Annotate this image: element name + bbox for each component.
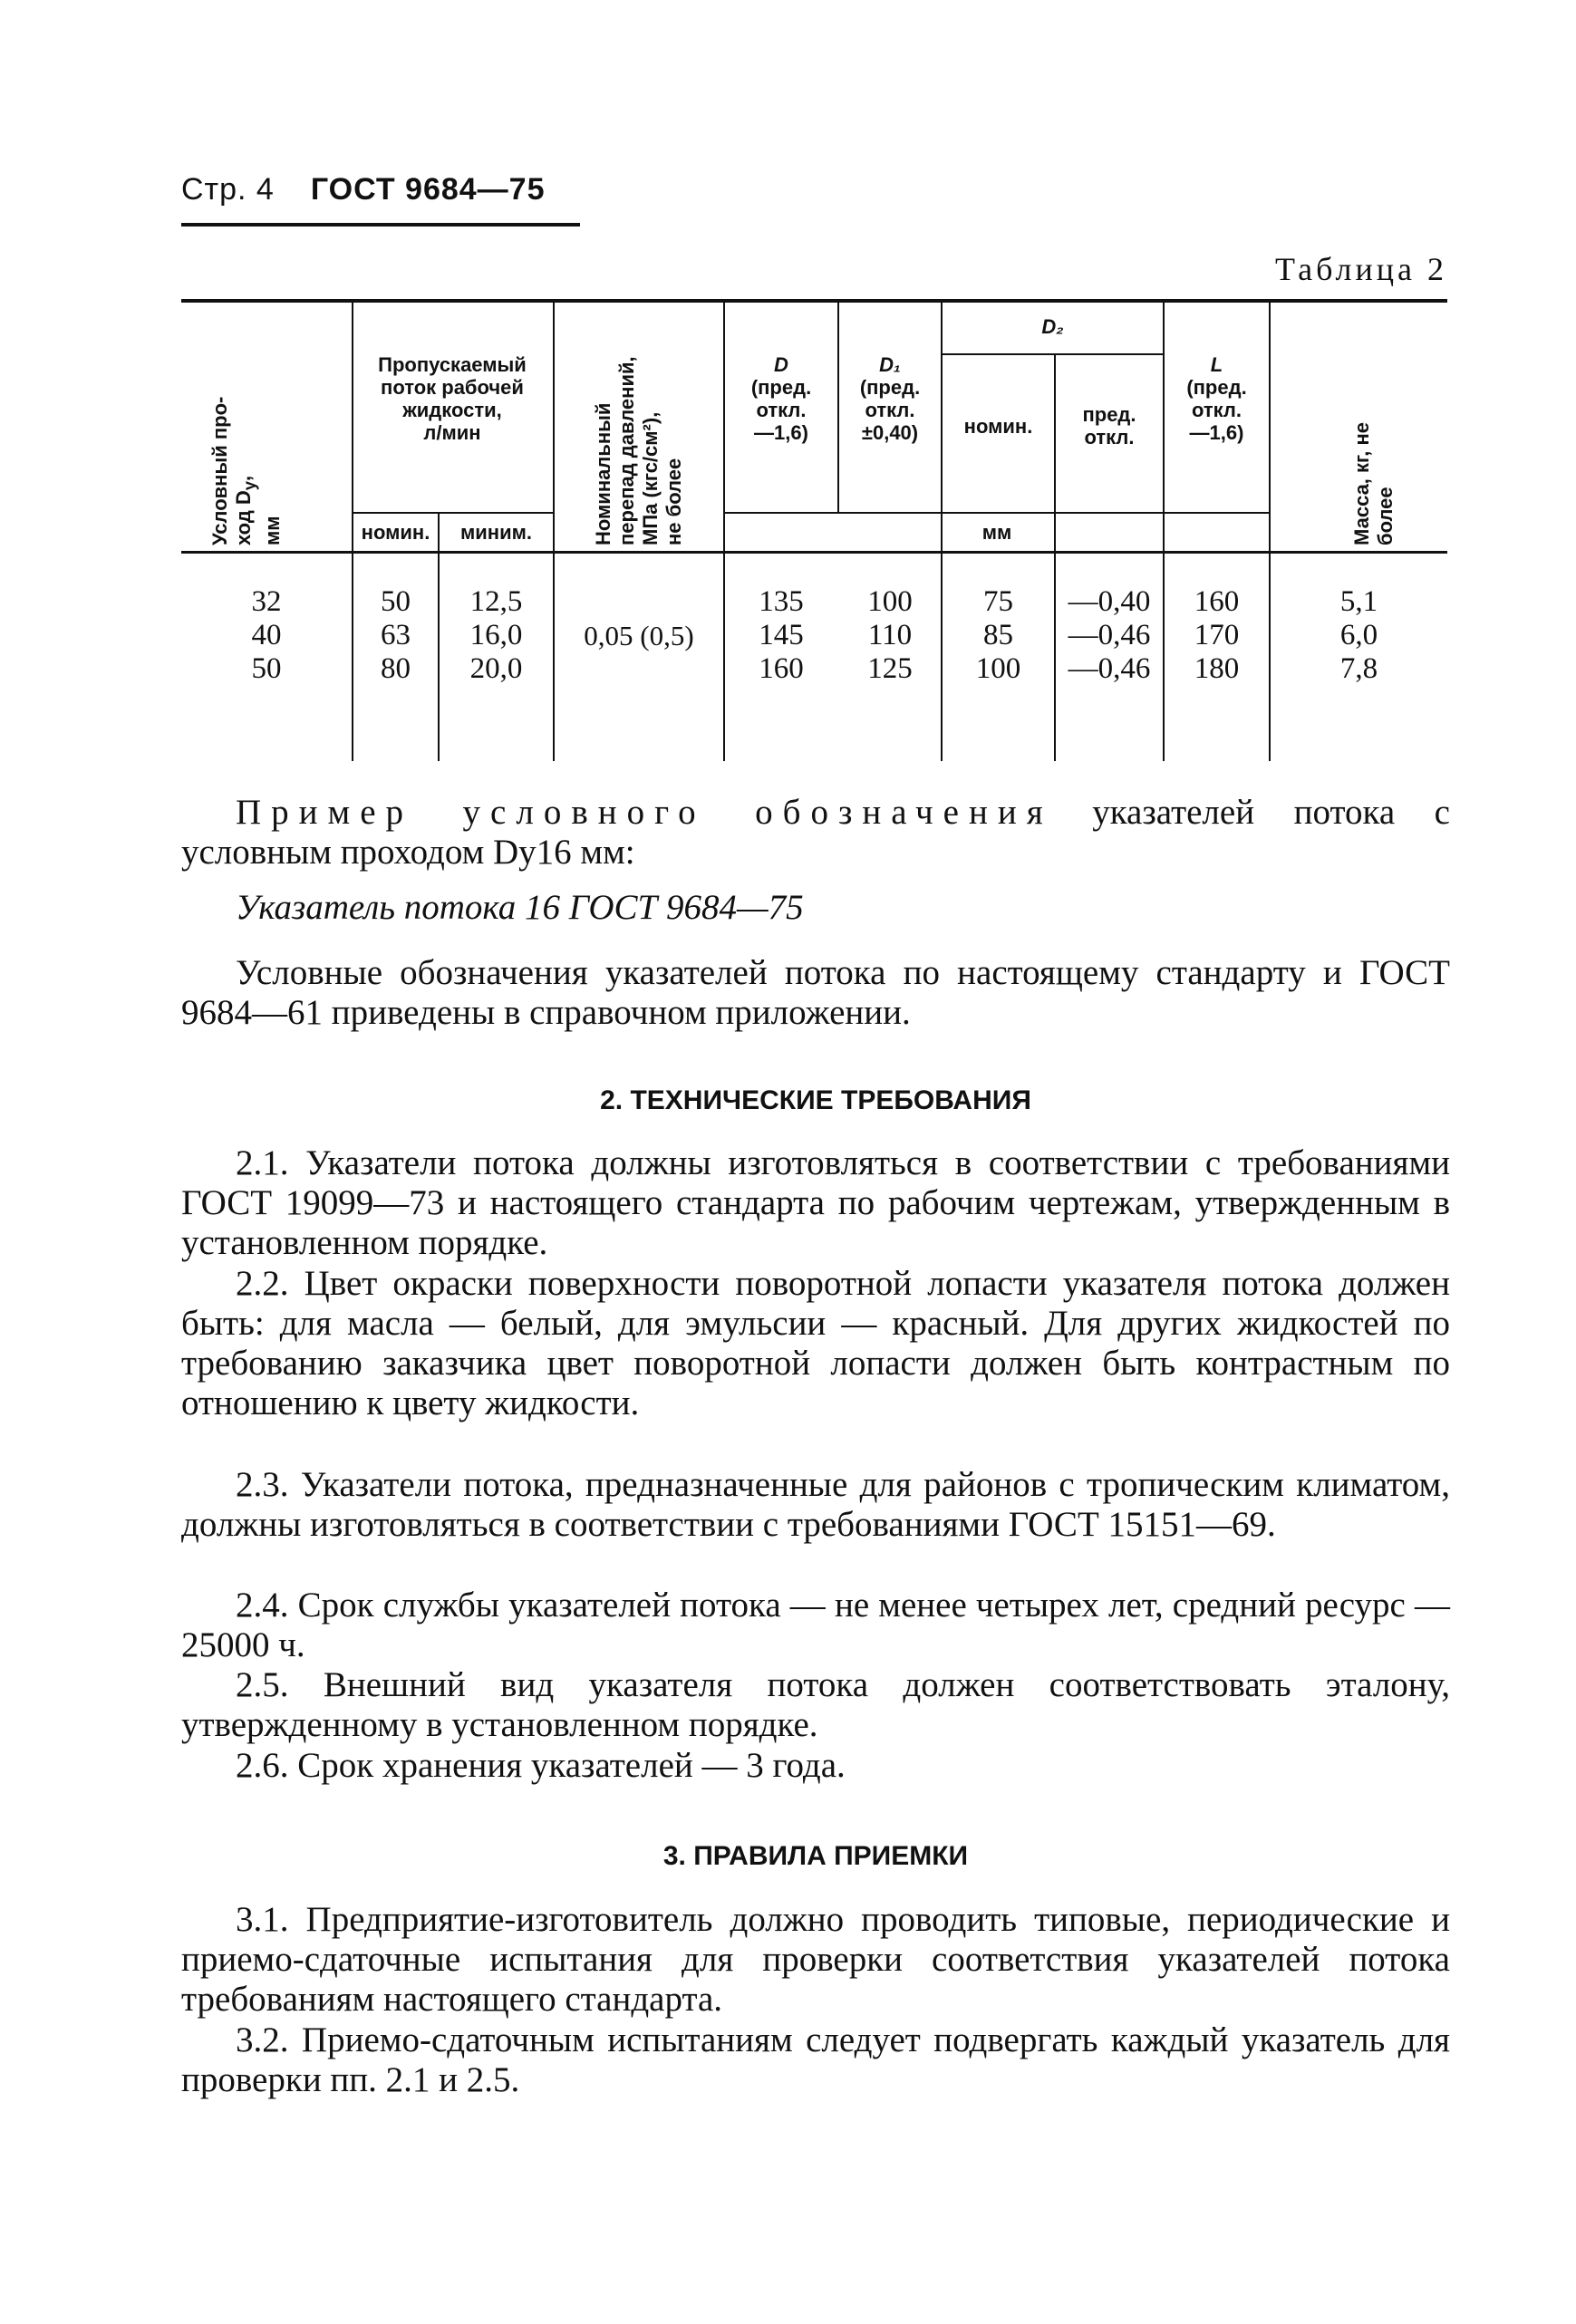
paragraph-2-3: 2.3. Указатели потока, предназначенные для районов с тропическим климатом, должны изготовляться в соответствии с требованиями ГОСТ 15151—69. bbox=[181, 1465, 1450, 1544]
paragraph-3-1: 3.1. Предприятие-изготовитель должно проводить типовые, периодические и приемо-сдаточные испытания для проверки соответствия указателей потока требованиям настоящего стандарта. bbox=[181, 1900, 1450, 2019]
mm-subheader-rule bbox=[723, 512, 1269, 514]
column-d bbox=[725, 585, 837, 686]
header-d: D (пред. откл. —1,6) bbox=[750, 353, 812, 444]
table-cell: 160 bbox=[1194, 585, 1240, 618]
col-divider bbox=[1269, 301, 1271, 761]
column-flow-min bbox=[440, 585, 553, 686]
table-cell: 145 bbox=[759, 619, 804, 651]
table-cell: 63 bbox=[381, 619, 411, 651]
example-note: Условные обозначения указателей потока по настоящему стандарту и ГОСТ 9684—61 приведены в справочном приложении. bbox=[181, 953, 1450, 1032]
column-flow-nom bbox=[353, 585, 438, 686]
header-l: L (пред. откл. —1,6) bbox=[1186, 353, 1247, 444]
table-header-rule bbox=[181, 551, 1447, 554]
table-cell: 20,0 bbox=[469, 652, 523, 685]
table-cell: 40 bbox=[251, 619, 282, 651]
column-pressure bbox=[555, 619, 723, 652]
table-cell: 16,0 bbox=[469, 619, 523, 651]
table-cell: 125 bbox=[867, 652, 913, 685]
table-cell: 6,0 bbox=[1339, 619, 1378, 651]
header-dy: Условный про- ход $D_у$, мм bbox=[208, 396, 285, 545]
table-cell: 160 bbox=[759, 652, 804, 685]
table-cell: 170 bbox=[1194, 619, 1240, 651]
table-cell: 50 bbox=[381, 585, 411, 618]
table-cell: 12,5 bbox=[469, 585, 523, 618]
header-pressure: Номинальный перепад давлений, МПа (кгс/см²), не более bbox=[592, 356, 685, 545]
data-table bbox=[181, 299, 1447, 761]
table-cell: 50 bbox=[251, 652, 282, 685]
header-flow-nom: номин. bbox=[361, 521, 430, 544]
d2-subheader-rule bbox=[941, 353, 1163, 355]
standard-number: ГОСТ 9684—75 bbox=[310, 172, 546, 207]
column-dy bbox=[181, 585, 352, 686]
header-d2-nom: номин. bbox=[963, 415, 1033, 438]
header-flow-min: миним. bbox=[460, 521, 532, 544]
section-3-title: 3. ПРАВИЛА ПРИЕМКИ bbox=[662, 1841, 969, 1871]
paragraph-2-4: 2.4. Срок службы указателей потока — не менее четырех лет, средний ресурс — 25000 ч. bbox=[181, 1586, 1450, 1664]
table-cell: —0,46 bbox=[1068, 619, 1151, 651]
table-cell: —0,40 bbox=[1068, 585, 1151, 618]
table-caption: Таблица 2 bbox=[1275, 251, 1447, 287]
table-cell: 85 bbox=[983, 619, 1013, 651]
running-header bbox=[181, 172, 546, 207]
table-cell: 75 bbox=[983, 585, 1013, 618]
column-d2-tol bbox=[1056, 585, 1163, 686]
table-top-rule bbox=[181, 299, 1447, 303]
paragraph-2-1: 2.1. Указатели потока должны изготовляться в соответствии с требованиями ГОСТ 19099—73 и настоящего стандарта по рабочим чертежам, утвержденным в установленном порядке. bbox=[181, 1143, 1450, 1262]
column-d1 bbox=[839, 585, 941, 686]
paragraph-2-6: 2.6. Срок хранения указателей — 3 года. bbox=[236, 1746, 846, 1785]
header-mass: Масса, кг, не более bbox=[1350, 421, 1397, 545]
example-rest: указателей потока с условным проходом Dу16 мм: bbox=[181, 793, 1450, 872]
header-flow: Пропускаемый поток рабочей жидкости, л/мин bbox=[378, 353, 527, 444]
paragraph-3-2: 3.2. Приемо-сдаточным испытаниям следует подвергать каждый указатель для проверки пп. 2.1 и 2.5. bbox=[181, 2020, 1450, 2099]
col-divider bbox=[553, 301, 555, 761]
column-mass bbox=[1271, 585, 1447, 686]
column-l bbox=[1165, 585, 1269, 686]
table-cell: 135 bbox=[759, 585, 804, 618]
section-2-title: 2. ТЕХНИЧЕСКИЕ ТРЕБОВАНИЯ bbox=[600, 1085, 1031, 1115]
table-cell: 32 bbox=[251, 585, 282, 618]
table-cell: 7,8 bbox=[1339, 652, 1378, 685]
table-cell: 0,05 (0,5) bbox=[584, 620, 694, 651]
table-cell: 100 bbox=[867, 585, 913, 618]
table-cell: 80 bbox=[381, 652, 411, 685]
paragraph-2-5: 2.5. Внешний вид указателя потока должен соответствовать эталону, утвержденному в установленном порядке. bbox=[181, 1665, 1450, 1744]
table-cell: 110 bbox=[867, 619, 913, 651]
table-cell: —0,46 bbox=[1068, 652, 1151, 685]
table-cell: 5,1 bbox=[1339, 585, 1378, 618]
flow-subheader-rule bbox=[352, 512, 553, 514]
header-mm: мм bbox=[981, 521, 1012, 544]
paragraph-2-2: 2.2. Цвет окраски поверхности поворотной лопасти указателя потока должен быть: для масла — белый, для эмульсии — красный. Для других жидкостей по требованию заказчика цвет поворотной лопасти должен быть контрастным по отношению к цвету жидкости. bbox=[181, 1264, 1450, 1422]
table-cell: 180 bbox=[1194, 652, 1240, 685]
column-d2-nom bbox=[943, 585, 1054, 686]
header-d1: D₁ (пред. откл. ±0,40) bbox=[859, 353, 921, 444]
table-cell: 100 bbox=[975, 652, 1021, 685]
page-number: Стр. 4 bbox=[181, 172, 275, 207]
example-paragraph bbox=[181, 793, 1450, 873]
header-d2: D₂ bbox=[1041, 315, 1064, 338]
example-designation: Указатель потока 16 ГОСТ 9684—75 bbox=[236, 888, 804, 927]
header-rule bbox=[181, 223, 580, 227]
header-d2-tol: пред. откл. bbox=[1082, 403, 1136, 448]
example-lead: Пример условного обозначения bbox=[236, 793, 1053, 832]
